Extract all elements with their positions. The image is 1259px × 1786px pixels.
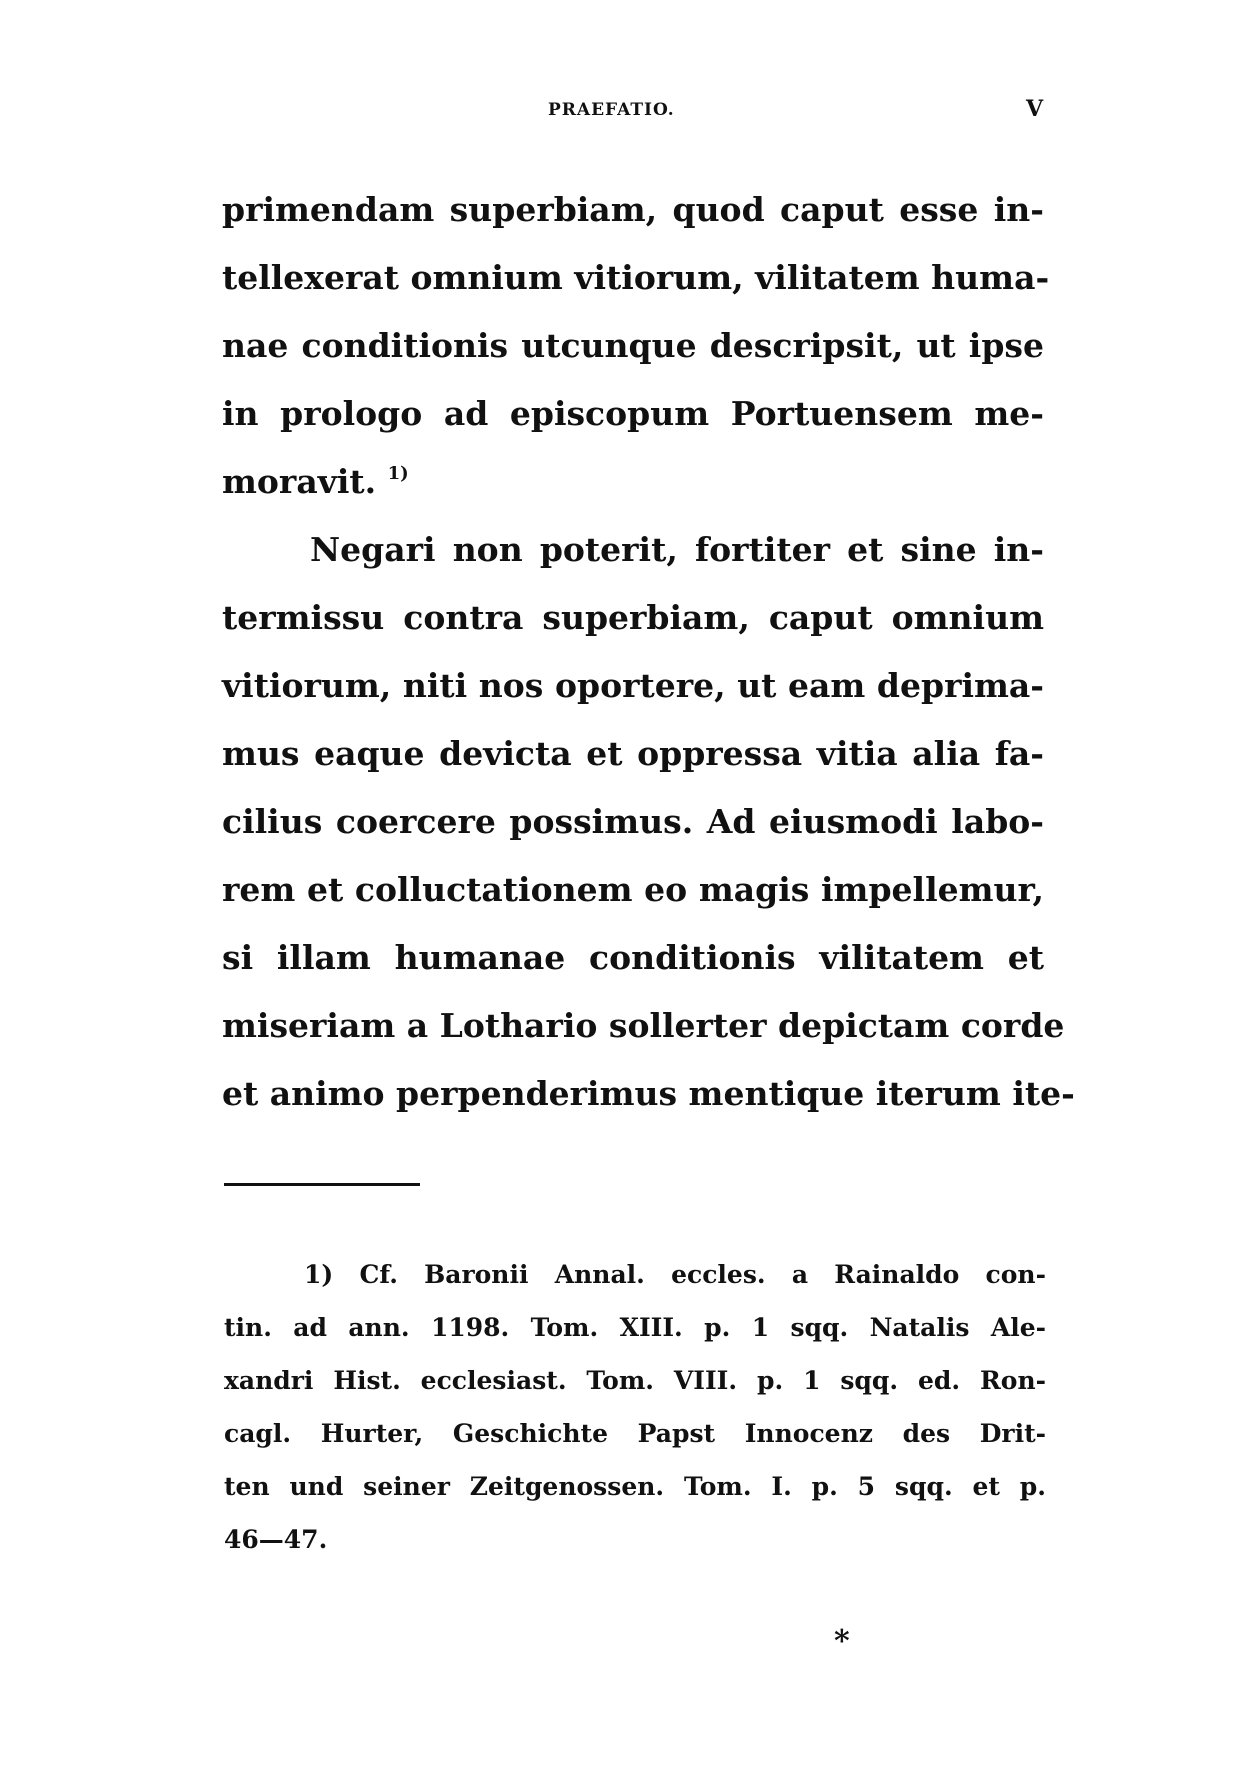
signature-mark: * — [834, 1624, 850, 1659]
text-line: mus eaque devicta et oppressa vitia alia fa- — [222, 734, 1044, 773]
footnote-reference: 1) — [387, 463, 409, 484]
footnote-line: ten und seiner Zeitgenossen. Tom. I. p. 5 sqq. et p. — [224, 1472, 1046, 1501]
footnote-divider — [224, 1183, 420, 1186]
footnote-line: tin. ad ann. 1198. Tom. XIII. p. 1 sqq. Natalis Ale- — [224, 1313, 1046, 1342]
text-line: vitiorum, niti nos oportere, ut eam deprima- — [222, 666, 1044, 705]
footnote-line: 1) Cf. Baronii Annal. eccles. a Rainaldo con- — [304, 1260, 1046, 1289]
text-line: in prologo ad episcopum Portuensem me- — [222, 394, 1044, 433]
text-line: cilius coercere possimus. Ad eiusmodi labo- — [222, 802, 1044, 841]
text-line: primendam superbiam, quod caput esse in- — [222, 190, 1044, 229]
text-line: tellexerat omnium vitiorum, vilitatem huma- — [222, 258, 1050, 297]
text-line: rem et colluctationem eo magis impellemur, — [222, 870, 1044, 909]
text-line-content: moravit. — [222, 462, 377, 501]
text-line: Negari non poterit, fortiter et sine in- — [310, 530, 1044, 569]
paragraph-negari — [222, 516, 1075, 1128]
text-line: si illam humanae conditionis vilitatem et — [222, 938, 1044, 977]
text-line-last — [222, 448, 1044, 516]
text-line: termissu contra superbiam, caput omnium — [222, 598, 1044, 637]
footnote — [224, 1248, 1046, 1566]
text-line: miseriam a Lothario sollerter depictam corde — [222, 1006, 1065, 1045]
page-number: V — [1026, 96, 1044, 122]
footnote-line: cagl. Hurter, Geschichte Papst Innocenz des Drit- — [224, 1419, 1046, 1448]
running-title: PRAEFATIO. — [548, 100, 675, 120]
footnote-line-last: 46—47. — [224, 1525, 328, 1554]
paragraph-continued — [222, 176, 1050, 516]
text-line: nae conditionis utcunque descripsit, ut ipse — [222, 326, 1044, 365]
text-line: et animo perpenderimus mentique iterum ite- — [222, 1074, 1075, 1113]
footnote-line: xandri Hist. ecclesiast. Tom. VIII. p. 1 sqq. ed. Ron- — [224, 1366, 1046, 1395]
